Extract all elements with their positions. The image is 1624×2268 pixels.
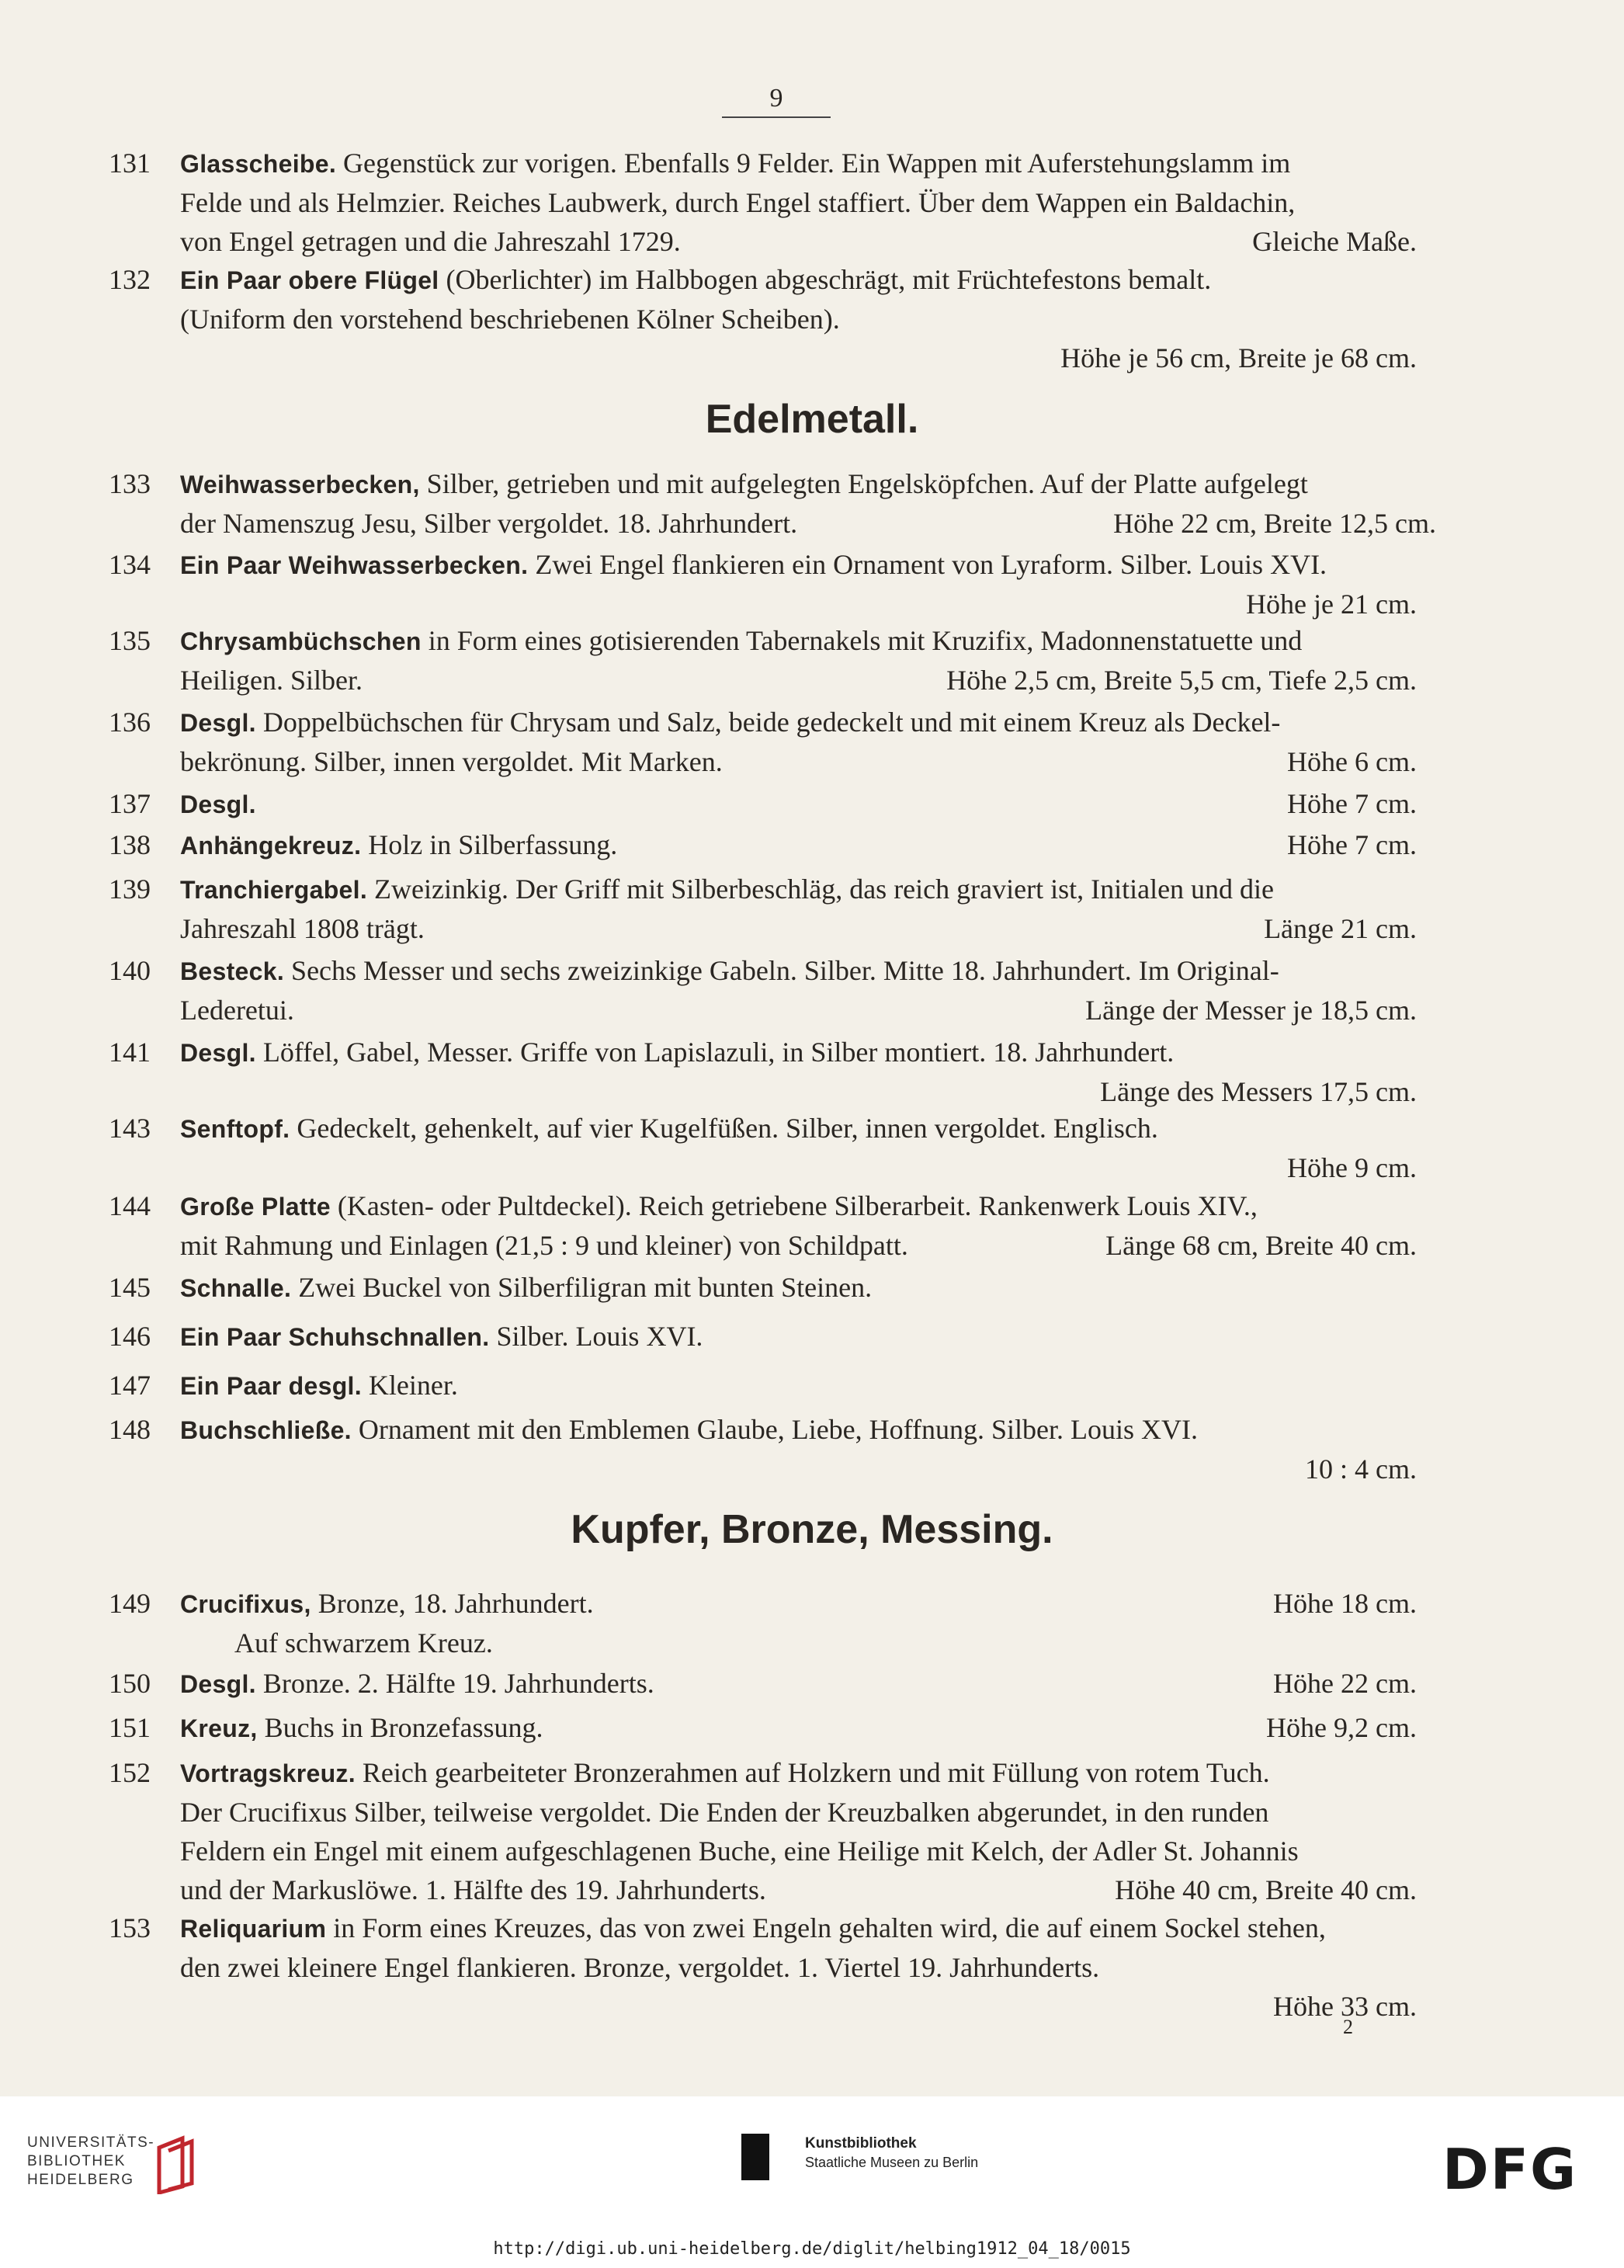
section-heading-kupfer: Kupfer, Bronze, Messing. — [571, 1507, 1053, 1552]
entry-text: Silber, getrieben und mit aufgelegten Engelsköpfchen. Auf der Platte aufgelegt — [426, 468, 1308, 499]
catalog-entry-150 — [109, 1664, 1459, 1704]
entry-lead: Schnalle. — [180, 1274, 292, 1302]
entry-lead: Ein Paar obere Flügel — [180, 266, 439, 294]
entry-text: Heiligen. Silber. — [180, 665, 363, 696]
entry-number: 136 — [109, 707, 151, 738]
entry-text: Silber. Louis XVI. — [496, 1321, 703, 1352]
entry-lead: Desgl. — [180, 709, 256, 737]
page-number: 9 — [722, 84, 831, 118]
entry-measure: Höhe 7 cm. — [1287, 788, 1417, 819]
entry-text: Sechs Messer und sechs zweizinkige Gabeln. Silber. Mitte 18. Jahrhundert. Im Original- — [291, 955, 1279, 986]
entry-lead: Anhängekreuz. — [180, 832, 362, 860]
entry-measure: Höhe 40 cm, Breite 40 cm. — [1115, 1874, 1417, 1905]
entry-number: 140 — [109, 955, 151, 986]
entry-text: (Kasten- oder Pultdeckel). Reich getriebene Silberarbeit. Rankenwerk Louis XIV., — [337, 1190, 1258, 1221]
entry-text: Holz in Silberfassung. — [368, 829, 618, 860]
entry-number: 143 — [109, 1113, 151, 1144]
entry-number: 150 — [109, 1668, 151, 1699]
entry-number: 147 — [109, 1370, 151, 1401]
entry-text: und der Markuslöwe. 1. Hälfte des 19. Jahrhunderts. — [180, 1874, 766, 1905]
catalog-entry-146 — [109, 1317, 1459, 1356]
entry-measure: Höhe 6 cm. — [1287, 746, 1417, 777]
entry-text: Jahreszahl 1808 trägt. — [180, 913, 425, 944]
catalog-entry-143 — [109, 1109, 1459, 1187]
entry-lead: Desgl. — [180, 1670, 256, 1698]
entry-number: 135 — [109, 625, 151, 656]
catalog-entry-148 — [109, 1410, 1459, 1488]
kb-subtitle: Staatliche Museen zu Berlin — [805, 2155, 979, 2170]
eagle-icon — [741, 2134, 769, 2180]
entry-number: 139 — [109, 874, 151, 905]
signature-mark: 2 — [1343, 2016, 1353, 2038]
entry-lead: Ein Paar Schuhschnallen. — [180, 1323, 490, 1351]
entry-text: Buchs in Bronzefassung. — [264, 1712, 543, 1743]
entry-measure: Länge des Messers 17,5 cm. — [1100, 1076, 1417, 1107]
entry-number: 149 — [109, 1588, 151, 1619]
catalog-entry-145 — [109, 1268, 1459, 1308]
entry-text: mit Rahmung und Einlagen (21,5 : 9 und kleiner) von Schildpatt. — [180, 1230, 908, 1261]
entry-lead: Desgl. — [180, 1039, 256, 1067]
entry-number: 153 — [109, 1912, 151, 1943]
entry-lead: Reliquarium — [180, 1915, 327, 1943]
catalog-entry-139 — [109, 870, 1459, 948]
entry-lead: Große Platte — [180, 1193, 331, 1221]
entry-text: den zwei kleinere Engel flankieren. Bronze, vergoldet. 1. Viertel 19. Jahrhunderts. — [180, 1952, 1100, 1983]
dfg-logo[interactable]: DFG — [1442, 2137, 1578, 2202]
entry-text: Feldern ein Engel mit einem aufgeschlagenen Buche, eine Heilige mit Kelch, der Adler St. Johannis — [180, 1836, 1299, 1867]
entry-text: in Form eines gotisierenden Tabernakels mit Kruzifix, Madonnenstatuette und — [428, 625, 1303, 656]
section-heading-edelmetall: Edelmetall. — [705, 397, 919, 442]
entry-text: Zweizinkig. Der Griff mit Silberbeschläg, das reich graviert ist, Initialen und die — [374, 874, 1275, 905]
entry-lead: Tranchiergabel. — [180, 876, 368, 904]
entry-text: Zwei Engel flankieren ein Ornament von Lyraform. Silber. Louis XVI. — [535, 549, 1327, 580]
entry-number: 151 — [109, 1712, 151, 1743]
entry-measure: Höhe 9 cm. — [1287, 1152, 1417, 1183]
entry-number: 131 — [109, 148, 151, 179]
entry-number: 141 — [109, 1037, 151, 1068]
catalog-entry-152 — [109, 1753, 1459, 1909]
entry-text: Der Crucifixus Silber, teilweise vergoldet. Die Enden der Kreuzbalken abgerundet, in den runden — [180, 1797, 1269, 1828]
entry-text: Doppelbüchschen für Chrysam und Salz, beide gedeckelt und mit einem Kreuz als Deckel- — [262, 707, 1281, 738]
library-emblem-icon — [151, 2132, 206, 2194]
catalog-entry-153 — [109, 1909, 1459, 2026]
entry-number: 152 — [109, 1757, 151, 1788]
entry-number: 132 — [109, 264, 151, 295]
entry-measure: Gleiche Maße. — [1252, 226, 1417, 257]
entry-text: Bronze, 18. Jahrhundert. — [318, 1588, 594, 1619]
university-library-logo[interactable]: UNIVERSITÄTS- BIBLIOTHEK HEIDELBERG — [27, 2134, 154, 2190]
entry-number: 145 — [109, 1272, 151, 1303]
entry-text: Gegenstück zur vorigen. Ebenfalls 9 Felder. Ein Wappen mit Auferstehungslamm im — [343, 148, 1291, 179]
entry-lead: Ein Paar Weihwasserbecken. — [180, 551, 529, 579]
entry-measure: Höhe 2,5 cm, Breite 5,5 cm, Tiefe 2,5 cm. — [946, 665, 1417, 696]
entry-lead: Buchschließe. — [180, 1416, 352, 1444]
catalog-entry-147 — [109, 1366, 1459, 1405]
entry-lead: Weihwasserbecken, — [180, 471, 420, 498]
entry-lead: Desgl. — [180, 790, 256, 818]
source-url[interactable]: http://digi.ub.uni-heidelberg.de/diglit/helbing1912_04_18/0015 — [493, 2239, 1131, 2259]
entry-lead: Besteck. — [180, 957, 285, 985]
entry-lead: Chrysambüchschen — [180, 627, 422, 655]
catalog-entry-151 — [109, 1708, 1459, 1748]
entry-lead: Crucifixus, — [180, 1590, 311, 1618]
entry-measure: Länge der Messer je 18,5 cm. — [1085, 995, 1417, 1026]
catalog-entry-144 — [109, 1186, 1459, 1265]
entry-text: der Namenszug Jesu, Silber vergoldet. 18. Jahrhundert. — [180, 508, 798, 539]
catalog-entry-141 — [109, 1033, 1459, 1111]
entry-text: in Form eines Kreuzes, das von zwei Engeln gehalten wird, die auf einem Sockel stehen, — [333, 1912, 1326, 1943]
entry-number: 138 — [109, 829, 151, 860]
catalog-entry-134 — [109, 545, 1459, 623]
entry-number: 134 — [109, 549, 151, 580]
catalog-entry-133 — [109, 464, 1459, 543]
entry-number: 144 — [109, 1190, 151, 1221]
entry-text: Bronze. 2. Hälfte 19. Jahrhunderts. — [262, 1668, 654, 1699]
entry-text: Zwei Buckel von Silberfiligran mit bunten Steinen. — [298, 1272, 873, 1303]
entry-number: 146 — [109, 1321, 151, 1352]
entry-measure: Länge 21 cm. — [1264, 913, 1417, 944]
entry-measure: Höhe 22 cm, Breite 12,5 cm. — [1113, 508, 1436, 539]
catalog-entry-140 — [109, 951, 1459, 1030]
entry-lead: Vortragskreuz. — [180, 1759, 356, 1787]
entry-number: 133 — [109, 468, 151, 499]
entry-text: Auf schwarzem Kreuz. — [234, 1627, 493, 1658]
entry-measure: Höhe 9,2 cm. — [1266, 1712, 1417, 1743]
kb-title: Kunstbibliothek — [805, 2135, 917, 2152]
entry-text: bekrönung. Silber, innen vergoldet. Mit Marken. — [180, 746, 723, 777]
entry-text: von Engel getragen und die Jahreszahl 1729. — [180, 226, 681, 257]
catalog-entry-132 — [109, 260, 1459, 377]
entry-measure: Höhe 7 cm. — [1287, 829, 1417, 860]
entry-lead: Ein Paar desgl. — [180, 1372, 362, 1400]
entry-text: Reich gearbeiteter Bronzerahmen auf Holzkern und mit Füllung von rotem Tuch. — [362, 1757, 1270, 1788]
catalog-entry-138 — [109, 825, 1459, 865]
entry-text: Ornament mit den Emblemen Glaube, Liebe, Hoffnung. Silber. Louis XVI. — [358, 1414, 1198, 1445]
entry-measure: Höhe 18 cm. — [1273, 1588, 1417, 1619]
entry-measure: Höhe 22 cm. — [1273, 1668, 1417, 1699]
entry-lead: Glasscheibe. — [180, 150, 337, 178]
entry-text: Löffel, Gabel, Messer. Griffe von Lapislazuli, in Silber montiert. 18. Jahrhundert. — [262, 1037, 1175, 1068]
entry-measure: Höhe je 21 cm. — [1246, 589, 1417, 620]
entry-text: (Oberlichter) im Halbbogen abgeschrägt, mit Früchtefestons bemalt. — [446, 264, 1212, 295]
entry-text: Gedeckelt, gehenkelt, auf vier Kugelfüßen. Silber, innen vergoldet. Englisch. — [297, 1113, 1158, 1144]
entry-lead: Senftopf. — [180, 1115, 290, 1143]
entry-text: Lederetui. — [180, 995, 294, 1026]
catalog-entry-131 — [109, 144, 1459, 261]
entry-measure: Höhe 33 cm. — [1273, 1991, 1417, 2022]
entry-number: 148 — [109, 1414, 151, 1445]
entry-measure: Länge 68 cm, Breite 40 cm. — [1105, 1230, 1417, 1261]
entry-measure: 10 : 4 cm. — [1305, 1454, 1417, 1485]
entry-number: 137 — [109, 788, 151, 819]
entry-measure: Höhe je 56 cm, Breite je 68 cm. — [1060, 342, 1417, 373]
entry-text: Felde und als Helmzier. Reiches Laubwerk, durch Engel staffiert. Über dem Wappen ein Baldachin, — [180, 187, 1296, 218]
entry-lead: Kreuz, — [180, 1714, 258, 1742]
catalog-entry-135 — [109, 621, 1459, 700]
entry-text: (Uniform den vorstehend beschriebenen Kölner Scheiben). — [180, 304, 840, 335]
catalog-entry-137 — [109, 784, 1459, 824]
catalog-entry-136 — [109, 703, 1459, 781]
catalog-entry-149 — [109, 1584, 1459, 1662]
entry-text: Kleiner. — [368, 1370, 458, 1401]
